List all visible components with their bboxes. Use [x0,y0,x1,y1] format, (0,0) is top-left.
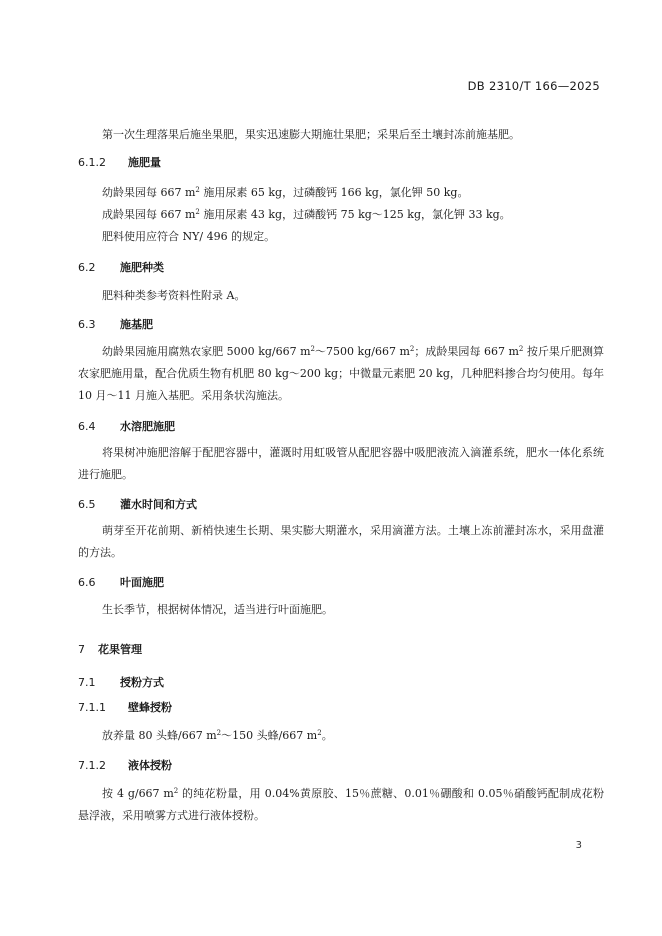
section-number: 6.6 [78,576,96,589]
paragraph-foliar: 生长季节，根据树体情况，适当进行叶面施肥。 [102,603,333,616]
section-number: 7.1.2 [78,759,106,772]
section-number: 7.1 [78,676,96,689]
section-title: 施基肥 [120,318,153,331]
paragraph-fertilizer-timing: 第一次生理落果后施坐果肥，果实迅速膨大期施壮果肥；采果后至土壤封冻前施基肥。 [102,128,520,141]
page-number: 3 [575,840,582,851]
section-title: 壁蜂授粉 [128,701,172,714]
section-title: 叶面施肥 [120,576,164,589]
section-title: 施肥种类 [120,261,164,274]
paragraph-fertilizer-standard: 肥料使用应符合 NY/ 496 的规定。 [102,230,276,243]
section-number: 7.1.1 [78,701,106,714]
paragraph-mature-orchard-rate: 成龄果园每 667 $m^2$ 施用尿素 43 kg，过磷酸钙 75 kg～125 kg，氯化钾 33 kg。 [102,208,511,221]
section-title: 液体授粉 [128,759,172,772]
document-code: DB 2310/T 166—2025 [467,79,600,93]
paragraph-bee-pollination: 放养量 80 头蜂/667 $m^2\sim 150$ 头蜂/667 $m^2$。 [102,729,333,742]
section-title: 灌水时间和方式 [120,498,197,511]
heading-7-1 [78,674,164,690]
section-number: 6.3 [78,318,96,331]
paragraph-fertilizer-types: 肥料种类参考资料性附录 A。 [102,289,246,302]
heading-6-5 [78,496,197,512]
section-title: 水溶肥施肥 [120,420,175,433]
paragraph-liquid-pollination: 按 4 g/667 $m^2$ 的纯花粉量，用 0.04%黄原胶、15％蔗糖、0.01％硼酸和 0.05％硝酸钙配制成花粉悬浮液，采用喷雾方式进行液体授粉。 [78,787,604,822]
section-number: 6.2 [78,261,96,274]
paragraph-irrigation: 萌芽至开花前期、新梢快速生长期、果实膨大期灌水，采用滴灌方法。土壤上冻前灌封冻水，采用盘灌的方法。 [78,524,604,559]
heading-6-4 [78,418,175,434]
paragraph-young-orchard-rate: 幼龄果园每 667 $m^2$ 施用尿素 65 kg，过磷酸钙 166 kg，氯化钾 50 kg。 [102,186,469,199]
heading-7-1-1 [78,699,172,715]
section-title: 花果管理 [98,643,142,656]
section-title: 授粉方式 [120,676,164,689]
paragraph-water-soluble: 将果树冲施肥溶解于配肥容器中，灌溉时用虹吸管从配肥容器中吸肥液流入滴灌系统，肥水一体化系统进行施肥。 [78,446,604,481]
heading-6-1-2 [78,154,161,170]
paragraph-base-fertilizer: 幼龄果园施用腐熟农家肥 5000 kg/667 $m^2\sim 7500$ kg/667 $m^2$；成龄果园每 667 $m^2$ 按斤果斤肥测算农家肥施用量，配合优质生物有机肥 80 kg～200 kg；中微量元素肥 20 kg，几种肥料掺合均匀使用。每年 10 月～11 月施入基肥。采用条状沟施法。 [78,345,604,402]
section-number: 6.5 [78,498,96,511]
heading-7 [78,641,142,657]
section-title: 施肥量 [128,156,161,169]
section-number: 6.1.2 [78,156,106,169]
section-number: 7 [78,643,85,656]
heading-7-1-2 [78,757,172,773]
heading-6-6 [78,574,164,590]
section-number: 6.4 [78,420,96,433]
heading-6-2 [78,259,164,275]
heading-6-3 [78,316,153,332]
